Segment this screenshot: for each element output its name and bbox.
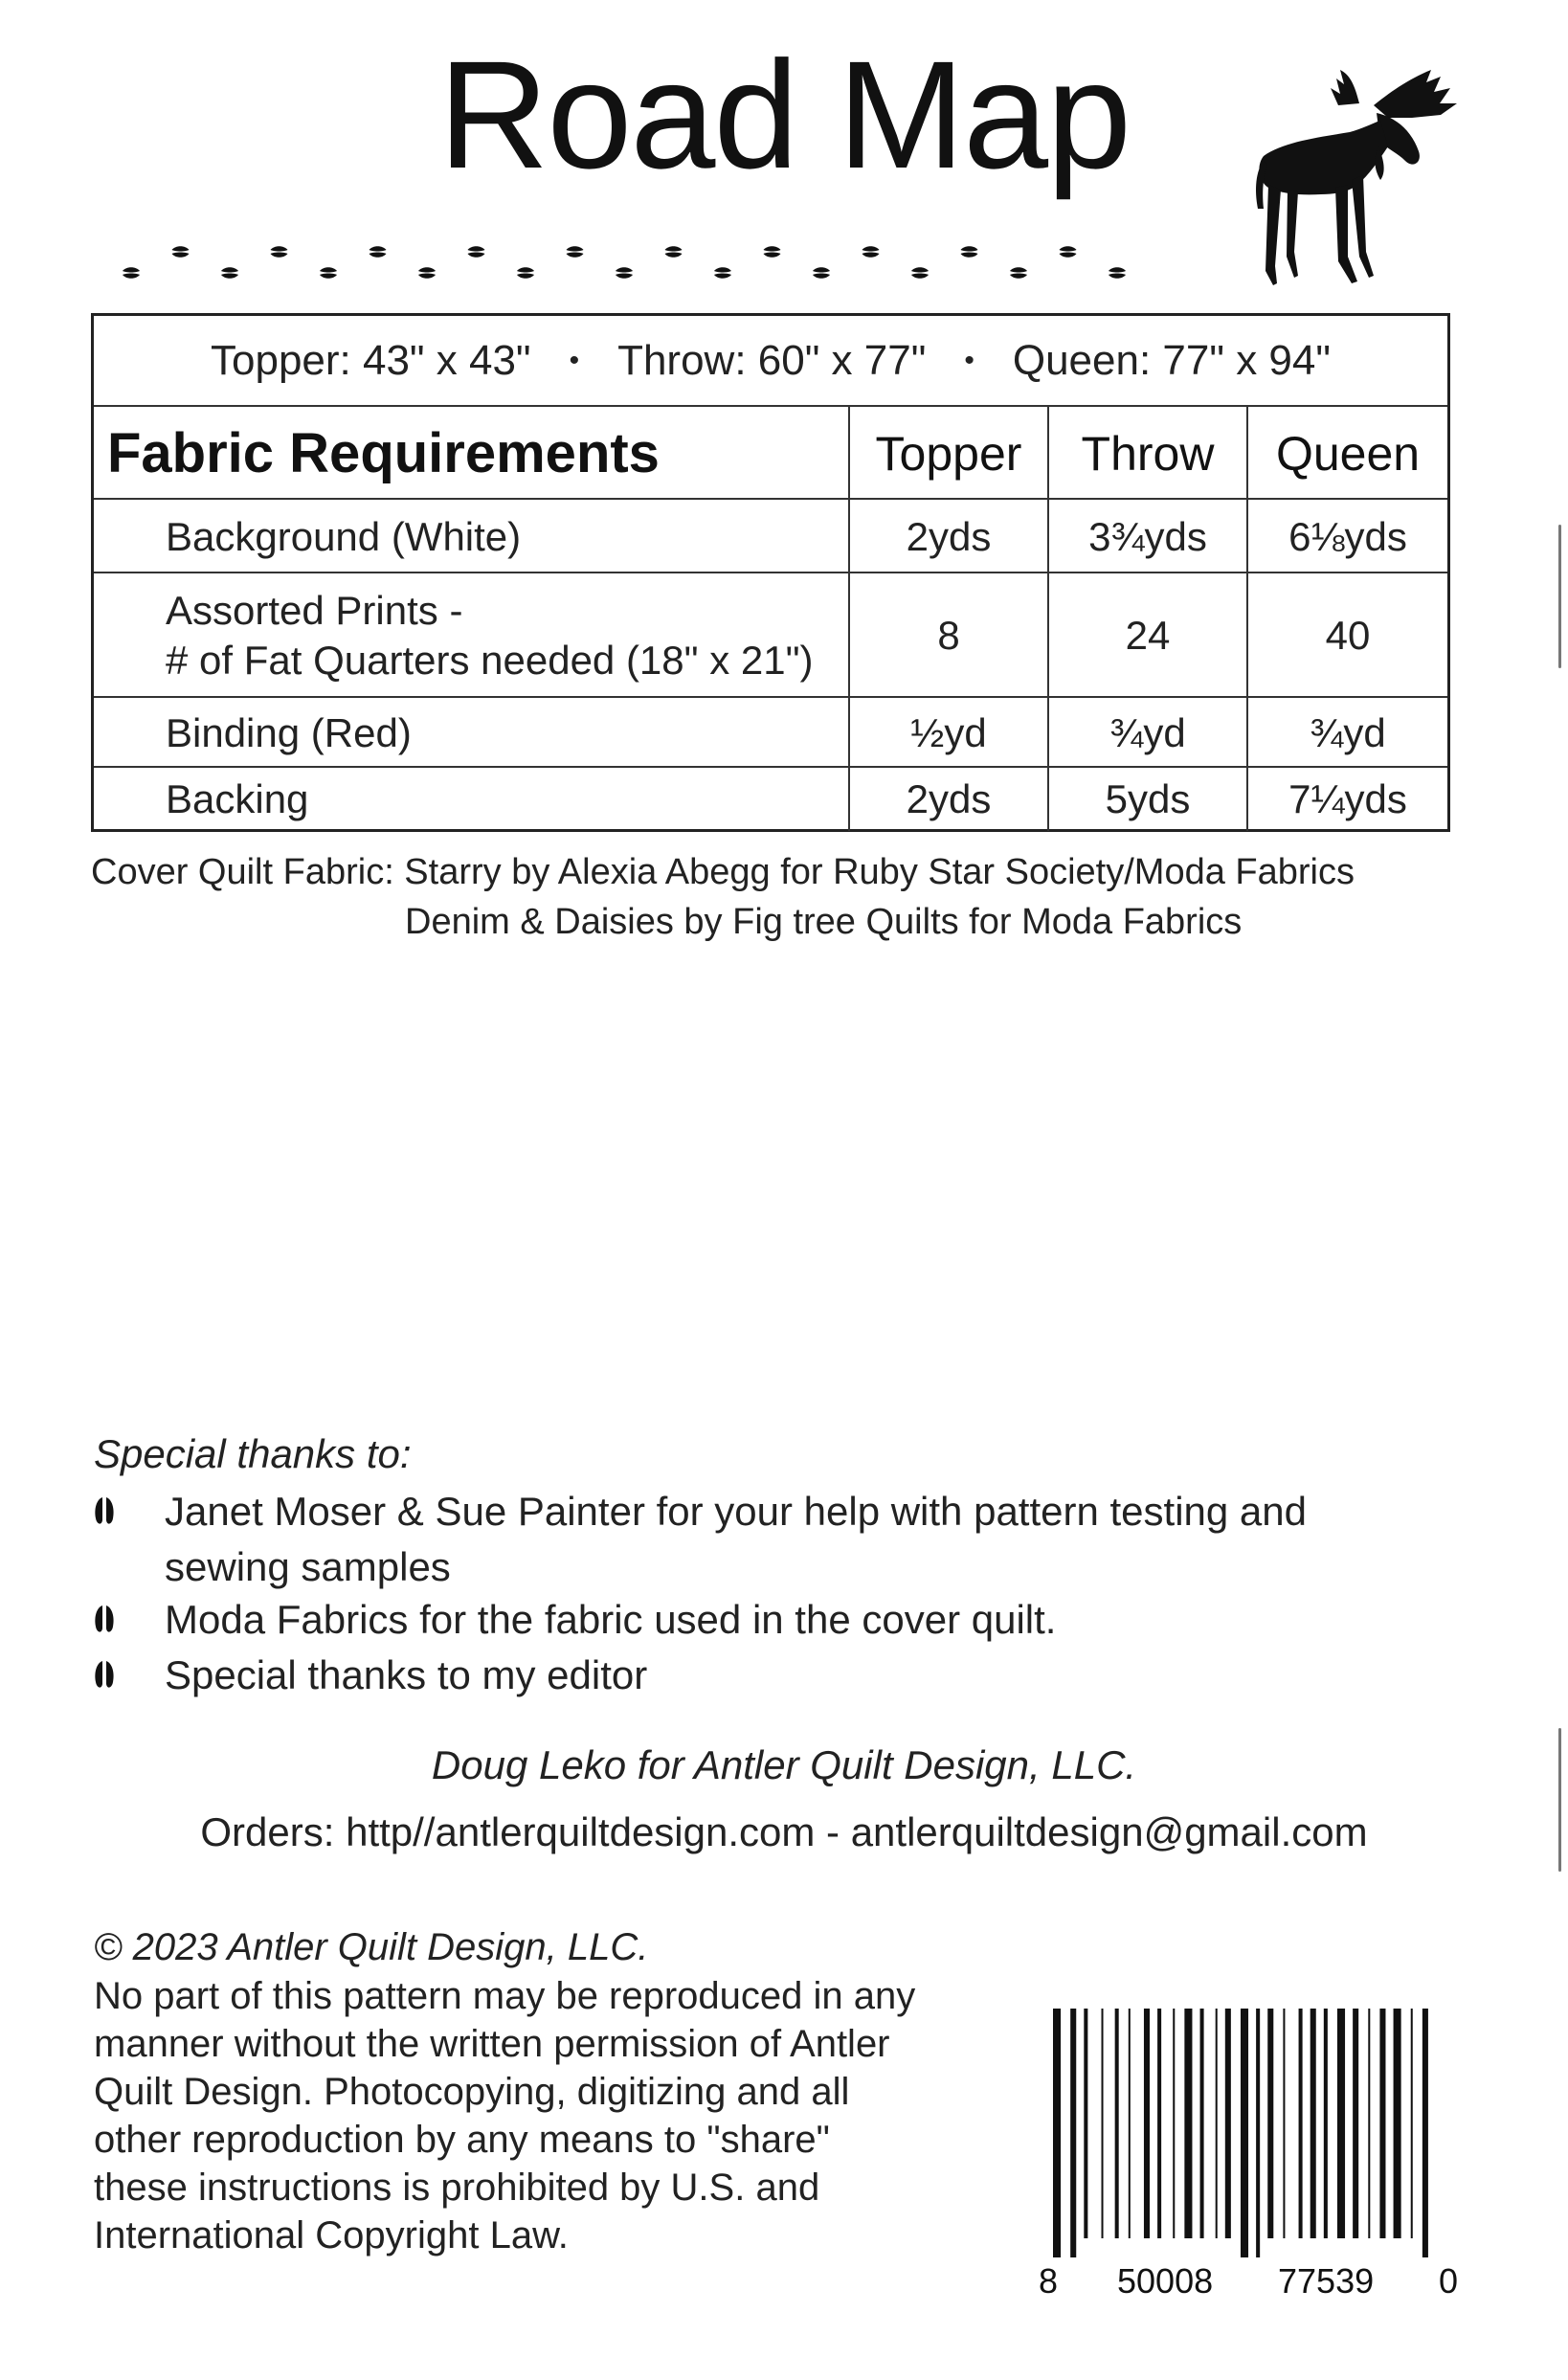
hoof-print-icon <box>1109 267 1126 279</box>
cell-topper: ½yd <box>848 698 1047 768</box>
barcode-bar <box>1129 2009 1131 2238</box>
row-label-line1: Assorted Prints - <box>166 588 463 633</box>
page-title: Road Map <box>437 29 1131 200</box>
cell-queen: 40 <box>1246 573 1447 698</box>
cell-throw: 3¾yds <box>1047 500 1246 573</box>
moose-silhouette-icon <box>1244 65 1469 295</box>
table-row <box>94 498 1447 573</box>
cell-throw: ¾yd <box>1047 698 1246 768</box>
separator: • <box>964 344 974 376</box>
hoof-print-icon <box>92 1495 117 1528</box>
thanks-item: Janet Moser & Sue Painter for your help with pattern testing and sewing samples <box>165 1489 1308 1589</box>
cell-queen: ¾yd <box>1246 698 1447 768</box>
page-edge-mark <box>1558 525 1561 668</box>
barcode-bar <box>1216 2009 1218 2238</box>
barcode-bar <box>1200 2009 1204 2238</box>
barcode-digit-first: 8 <box>1039 2261 1059 2301</box>
hoof-print-icon <box>271 246 288 258</box>
hoof-print-icon <box>123 267 140 279</box>
row-label: Binding (Red) <box>166 709 412 755</box>
hoof-print-icon <box>961 246 978 258</box>
thanks-heading: Special thanks to: <box>94 1431 412 1476</box>
row-label: Backing <box>166 776 309 821</box>
barcode-group-2: 77539 <box>1278 2261 1375 2301</box>
hoof-print-icon <box>468 246 485 258</box>
barcode-bar <box>1225 2009 1231 2238</box>
hoof-print-icon <box>418 267 436 279</box>
barcode-bar <box>1368 2009 1370 2238</box>
hoof-print-icon <box>320 267 337 279</box>
barcode-bar <box>1353 2009 1358 2238</box>
hoof-print-icon <box>665 246 683 258</box>
barcode-bar <box>1084 2009 1087 2238</box>
barcode-bar <box>1102 2009 1104 2238</box>
hoof-print-icon <box>1010 267 1027 279</box>
thanks-item: Moda Fabrics for the fabric used in the cover quilt. <box>165 1597 1057 1642</box>
copyright-notice: No part of this pattern may be reproduced in any manner without the written permission of Antler Quilt Design. Photocopying, digitizing and all other reproduction by any means to "share" these instructions is prohibited by U.S. and International Copyright Law. <box>94 1975 916 2257</box>
orders-info: Orders: http//antlerquiltdesign.com - antlerquiltdesign@gmail.com <box>200 1809 1368 1854</box>
barcode-bar <box>1267 2009 1273 2238</box>
barcode-group-1: 50008 <box>1117 2261 1214 2301</box>
row-label-line2: # of Fat Quarters needed (18" x 21") <box>166 638 814 683</box>
barcode-bar <box>1241 2009 1248 2257</box>
barcode-bar <box>1157 2009 1161 2238</box>
hoof-print-icon <box>911 267 929 279</box>
barcode-bar <box>1053 2009 1061 2257</box>
barcode-bar <box>1411 2009 1413 2238</box>
cell-throw: 5yds <box>1047 768 1246 831</box>
hoof-print-icon <box>92 1604 117 1636</box>
barcode-digit-last: 0 <box>1439 2261 1459 2301</box>
cover-fabric-credit: Cover Quilt Fabric: Starry by Alexia Abegg for Ruby Star Society/Moda Fabrics <box>91 852 1355 892</box>
cell-queen: 7¼yds <box>1246 768 1447 831</box>
hoof-print-icon <box>862 246 880 258</box>
table-row <box>94 766 1447 831</box>
barcode-bar <box>1256 2009 1260 2257</box>
barcode <box>1053 2009 1436 2257</box>
table-heading: Fabric Requirements <box>107 422 660 484</box>
barcode-bar <box>1422 2009 1428 2257</box>
hoof-print-icon <box>567 246 584 258</box>
row-label <box>94 573 848 698</box>
barcode-bar <box>1173 2009 1175 2238</box>
hoof-print-icon <box>616 267 633 279</box>
barcode-bar <box>1324 2009 1328 2238</box>
hoof-print-icon <box>714 267 731 279</box>
column-header-queen: Queen <box>1246 407 1447 500</box>
table-row <box>94 572 1447 698</box>
size-queen: Queen: 77" x 94" <box>1012 336 1331 384</box>
copyright-heading: © 2023 Antler Quilt Design, LLC. <box>94 1926 649 1968</box>
page-edge-mark <box>1558 1728 1561 1872</box>
hoof-print-trail <box>113 235 1147 292</box>
row-label: Background (White) <box>166 513 522 559</box>
hoof-print-icon <box>517 267 534 279</box>
cell-topper: 2yds <box>848 500 1047 573</box>
barcode-bar <box>1184 2009 1192 2238</box>
barcode-bar <box>1144 2009 1150 2238</box>
barcode-bar <box>1070 2009 1076 2257</box>
size-topper: Topper: 43" x 43" <box>211 336 531 384</box>
barcode-bar <box>1283 2009 1285 2238</box>
barcode-bar <box>1310 2009 1316 2238</box>
hoof-print-icon <box>221 267 238 279</box>
column-header-topper: Topper <box>848 407 1047 500</box>
cell-queen: 6⅛yds <box>1246 500 1447 573</box>
separator: • <box>569 344 580 376</box>
cell-throw: 24 <box>1047 573 1246 698</box>
column-header-throw: Throw <box>1047 407 1246 500</box>
hoof-print-icon <box>92 1659 117 1692</box>
table-row <box>94 696 1447 768</box>
barcode-bar <box>1394 2009 1401 2238</box>
hoof-print-icon <box>370 246 387 258</box>
thanks-item: Special thanks to my editor <box>165 1652 648 1697</box>
hoof-print-icon <box>1060 246 1077 258</box>
cover-fabric-credit-2: Denim & Daisies by Fig tree Quilts for Moda Fabrics <box>405 902 1243 942</box>
hoof-print-icon <box>764 246 781 258</box>
barcode-bar <box>1379 2009 1385 2238</box>
table-header-row <box>94 405 1447 500</box>
barcode-bar <box>1337 2009 1345 2238</box>
fabric-requirements-table <box>91 313 1450 832</box>
size-throw: Throw: 60" x 77" <box>617 336 927 384</box>
designer-credit: Doug Leko for Antler Quilt Design, LLC. <box>431 1742 1137 1787</box>
hoof-print-icon <box>813 267 830 279</box>
barcode-bar <box>1115 2009 1119 2238</box>
hoof-print-icon <box>172 246 190 258</box>
barcode-bar <box>1299 2009 1303 2238</box>
cell-topper: 8 <box>848 573 1047 698</box>
finished-sizes <box>94 316 1447 405</box>
cell-topper: 2yds <box>848 768 1047 831</box>
